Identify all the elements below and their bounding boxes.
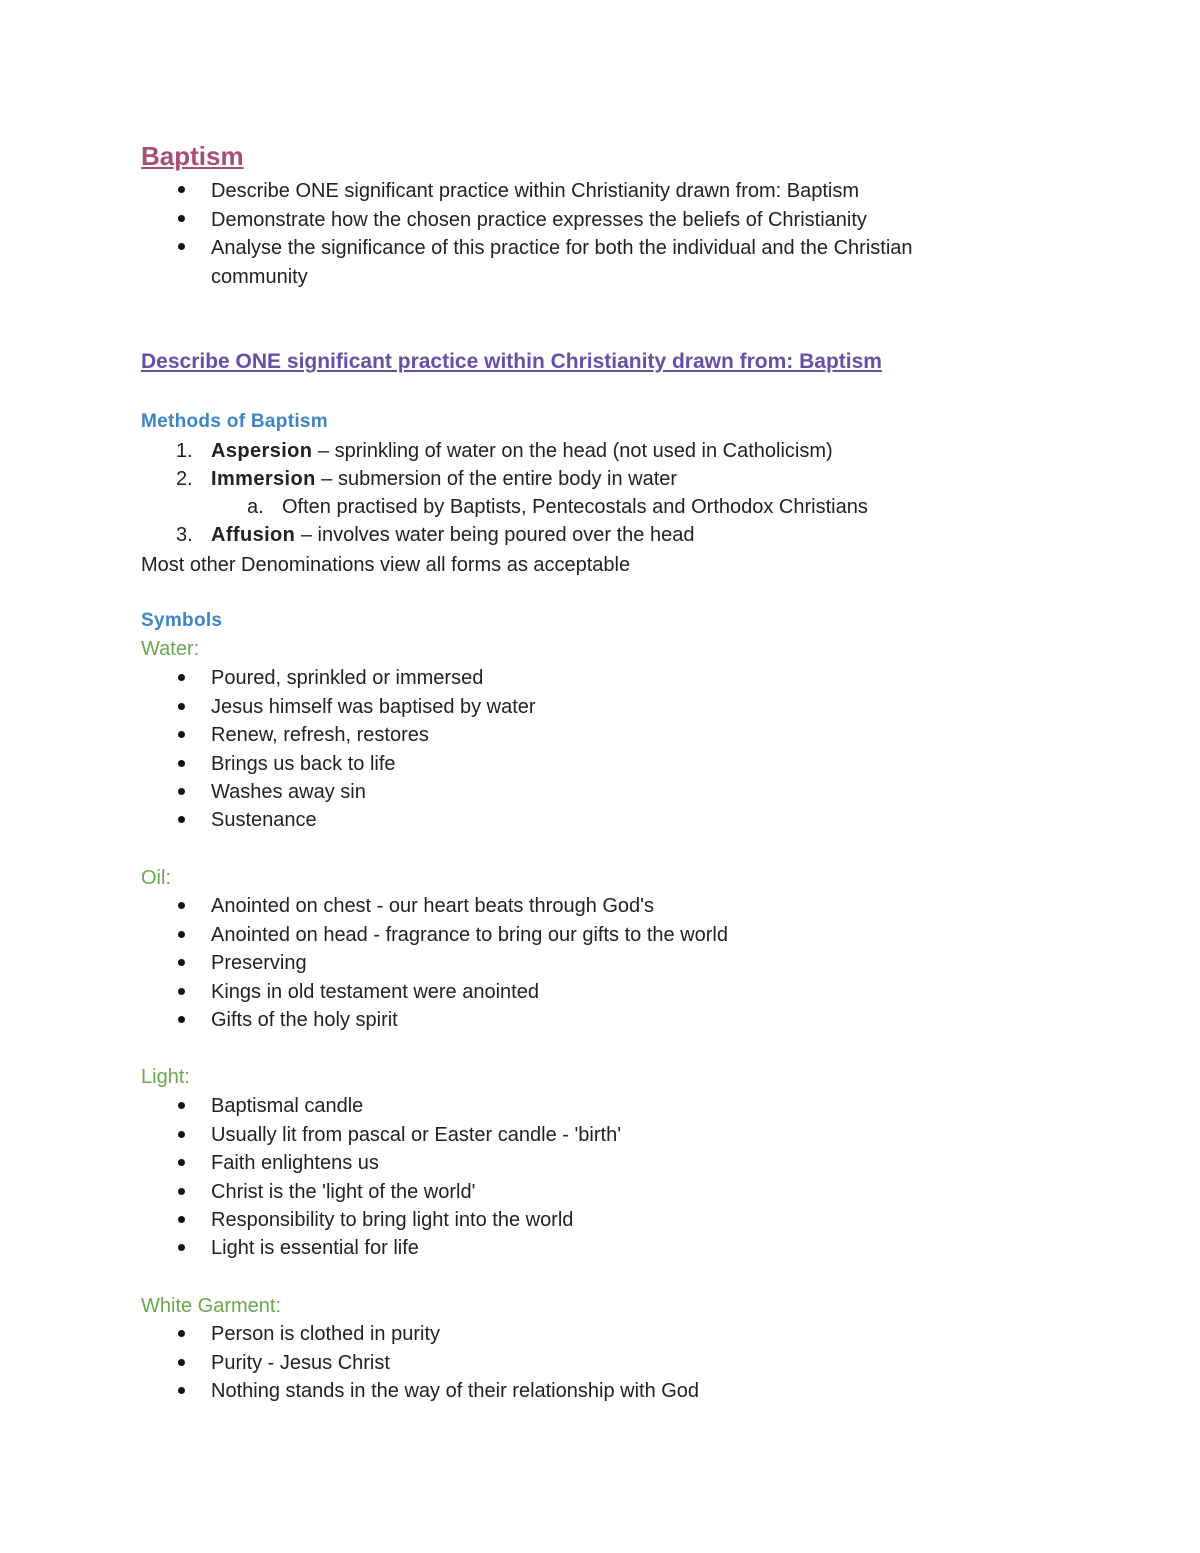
bullet-dot (178, 1330, 185, 1337)
water-item: Washes away sin (211, 781, 366, 803)
light-item: Usually lit from pascal or Easter candle - 'birth' (211, 1124, 622, 1146)
bullet-dot (178, 703, 185, 710)
list-number: 1. (176, 440, 193, 462)
light-item: Responsibility to bring light into the world (211, 1209, 574, 1231)
bullet-dot (178, 215, 185, 222)
bullet-dot (178, 243, 185, 250)
bullet-dot (178, 186, 185, 193)
method-term: Aspersion (211, 440, 313, 462)
method-affusion (211, 525, 694, 545)
oil-item: Preserving (211, 952, 307, 974)
methods-heading: Methods of Baptism (141, 411, 328, 432)
oil-item: Kings in old testament were anointed (211, 981, 539, 1003)
intro-bullet-2: Demonstrate how the chosen practice expresses the beliefs of Christianity (211, 209, 867, 231)
bullet-dot (178, 1216, 185, 1223)
list-number: 3. (176, 524, 193, 546)
intro-bullet-3-continued: community (211, 266, 308, 288)
bullet-dot (178, 1016, 185, 1023)
bullet-dot (178, 1387, 185, 1394)
method-description: – submersion of the entire body in water (315, 468, 678, 490)
water-item: Jesus himself was baptised by water (211, 696, 536, 718)
symbols-heading: Symbols (141, 610, 223, 631)
water-item: Poured, sprinkled or immersed (211, 667, 484, 689)
methods-note: Most other Denominations view all forms as acceptable (141, 554, 631, 576)
garment-item: Purity - Jesus Christ (211, 1352, 390, 1374)
bullet-dot (178, 788, 185, 795)
bullet-dot (178, 1102, 185, 1109)
document-title: Baptism (141, 141, 244, 171)
garment-item: Person is clothed in purity (211, 1323, 441, 1345)
method-term: Affusion (211, 524, 296, 546)
bullet-dot (178, 760, 185, 767)
bullet-dot (178, 1188, 185, 1195)
light-label: Light: (141, 1066, 190, 1088)
bullet-dot (178, 1159, 185, 1166)
light-item: Light is essential for life (211, 1237, 419, 1259)
bullet-dot (178, 1244, 185, 1251)
garment-item: Nothing stands in the way of their relationship with God (211, 1380, 700, 1402)
water-item: Renew, refresh, restores (211, 724, 429, 746)
oil-label: Oil: (141, 867, 171, 889)
method-description: – sprinkling of water on the head (not used in Catholicism) (312, 440, 833, 462)
bullet-dot (178, 1131, 185, 1138)
light-item: Baptismal candle (211, 1095, 364, 1117)
method-aspersion (211, 441, 833, 461)
intro-bullet-1: Describe ONE significant practice within Christianity drawn from: Baptism (211, 180, 859, 202)
light-item: Faith enlightens us (211, 1152, 379, 1174)
list-letter: a. (247, 496, 264, 518)
bullet-dot (178, 731, 185, 738)
bullet-dot (178, 816, 185, 823)
method-term: Immersion (211, 468, 316, 490)
bullet-dot (178, 959, 185, 966)
intro-bullet-3: Analyse the significance of this practice for both the individual and the Christian (211, 237, 913, 259)
method-sub-item: Often practised by Baptists, Pentecostals and Orthodox Christians (282, 496, 868, 518)
bullet-dot (178, 988, 185, 995)
bullet-dot (178, 931, 185, 938)
bullet-dot (178, 674, 185, 681)
light-item: Christ is the 'light of the world' (211, 1181, 476, 1203)
water-item: Brings us back to life (211, 753, 396, 775)
oil-item: Anointed on chest - our heart beats through God's (211, 895, 654, 917)
method-immersion (211, 469, 677, 489)
bullet-dot (178, 1359, 185, 1366)
section-heading: Describe ONE significant practice within Christianity drawn from: Baptism (141, 350, 882, 373)
method-description: – involves water being poured over the head (295, 524, 695, 546)
water-label: Water: (141, 638, 200, 660)
white-garment-label: White Garment: (141, 1295, 282, 1317)
water-item: Sustenance (211, 809, 317, 831)
oil-item: Anointed on head - fragrance to bring our gifts to the world (211, 924, 728, 946)
list-number: 2. (176, 468, 193, 490)
bullet-dot (178, 902, 185, 909)
oil-item: Gifts of the holy spirit (211, 1009, 398, 1031)
